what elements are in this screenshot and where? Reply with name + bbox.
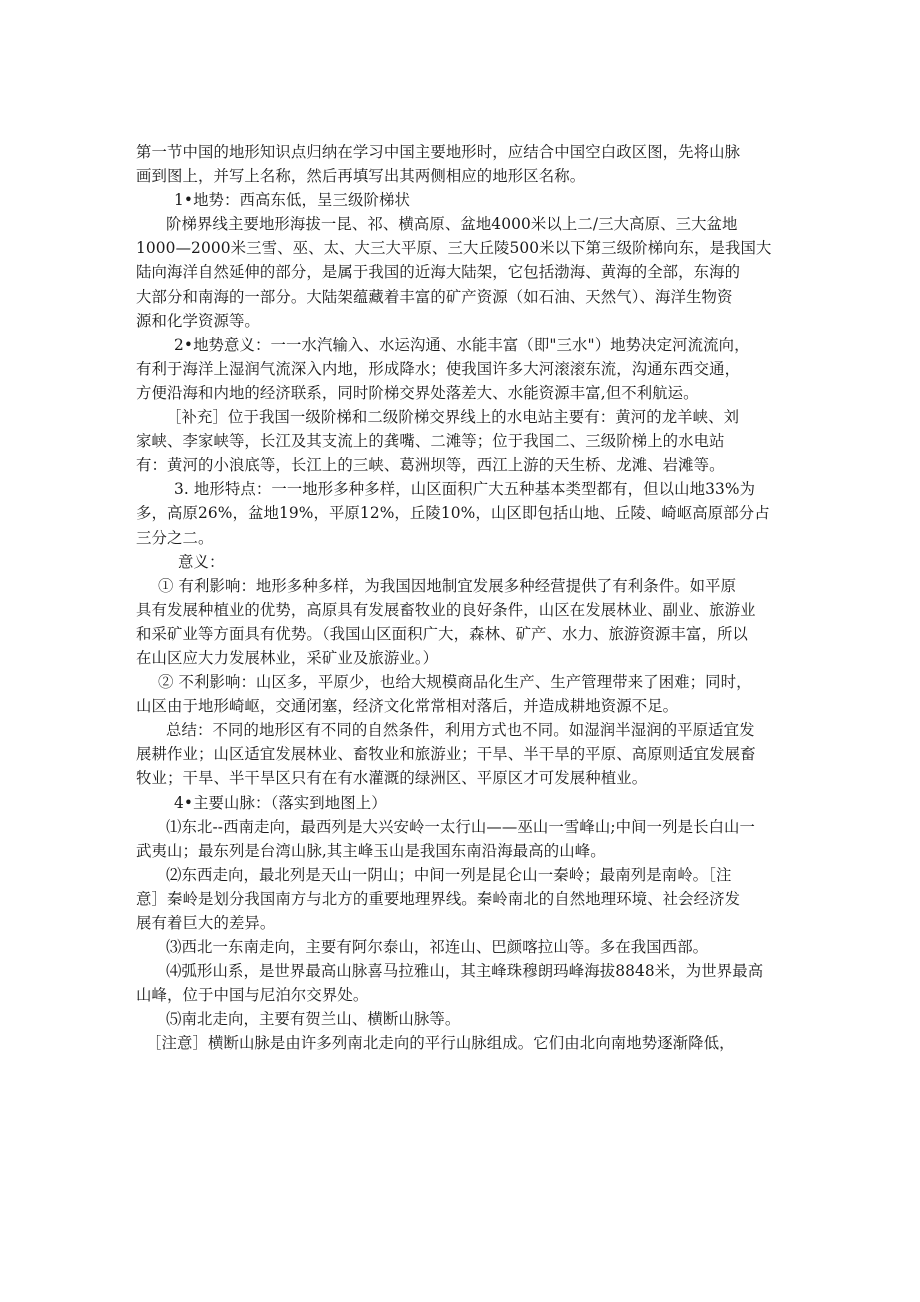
text-line: 家峡、李家峡等，长江及其支流上的龚嘴、二滩等；位于我国二、三级阶梯上的水电站	[136, 432, 725, 451]
text-line: 在山区应大力发展林业，采矿业及旅游业。）	[136, 648, 439, 667]
text-line: 源和化学资源等。	[136, 311, 260, 330]
text-line: ［补充］位于我国一级阶梯和二级阶梯交界线上的水电站主要有：黄河的龙羊峡、刘	[166, 408, 740, 427]
text-line: 阶梯界线主要地形海拔一昆、祁、横高原、盆地4000米以上二/三大高原、三大盆地	[166, 215, 738, 234]
text-line: 展有着巨大的差异。	[136, 914, 276, 932]
text-line: ⑷弧形山系，是世界最高山脉喜马拉雅山，其主峰珠穆朗玛峰海拔8848米，为世界最高	[166, 962, 764, 981]
text-line: 有：黄河的小浪底等，长江上的三峡、葛洲坝等，西江上游的天生桥、龙滩、岩滩等。	[136, 456, 725, 475]
text-line: 陆向海洋自然延伸的部分，是属于我国的近海大陆架，它包括渤海、黄海的全部，东海的	[136, 263, 741, 282]
text-line: 1000—2000米三雪、巫、太、大三大平原、三大丘陵500米以下第三级阶梯向东，是我国大	[136, 239, 772, 258]
text-line: 总结：不同的地形区有不同的自然条件，利用方式也不同。如湿润半湿润的平原适宜发	[166, 721, 755, 740]
text-line: 方便沿海和内地的经济联系，同时阶梯交界处落差大、水能资源丰富,但不利航运。	[136, 383, 699, 402]
text-line: 具有发展种植业的优势，高原具有发展畜牧业的良好条件，山区在发展林业、副业、旅游业	[136, 600, 756, 619]
text-line: 第一节中国的地形知识点归纳在学习中国主要地形时，应结合中国空白政区图，先将山脉	[136, 143, 741, 161]
document-page	[136, 140, 786, 1056]
text-line: 展耕作业；山区适宜发展林业、畜牧业和旅游业；干旱、半干旱的平原、高原则适宜发展畜	[136, 745, 756, 764]
text-line: 三分之二。	[136, 528, 214, 547]
text-line: ⑶西北一东南走向，主要有阿尔泰山，祁连山、巴颜喀拉山等。多在我国西部。	[166, 938, 709, 957]
text-line: 大部分和南海的一部分。大陆架蕴藏着丰富的矿产资源（如石油、天然气）、海洋生物资	[136, 287, 733, 306]
text-line: ② 不利影响：山区多，平原少，也给大规模商品化生产、生产管理带来了困难；同时，	[158, 673, 752, 692]
text-line: 4•主要山脉：（落实到地图上）	[174, 793, 387, 812]
text-line: 山区由于地形崎岖，交通闭塞，经济文化常常相对落后，并造成耕地资源不足。	[136, 697, 679, 716]
text-line: ① 有利影响：地形多种多样，为我国因地制宜发展多种经营提供了有利条件。如平原	[158, 576, 737, 595]
text-line: 意］秦岭是划分我国南方与北方的重要地理界线。秦岭南北的自然地理环境、社会经济发	[136, 889, 741, 908]
text-line: ⑸南北走向，主要有贺兰山、横断山脉等。	[166, 1010, 461, 1029]
text-line: 3. 地形特点：一一地形多种多样，山区面积广大五种基本类型都有，但以山地33%为	[174, 480, 756, 499]
text-line: 和采矿业等方面具有优势。（我国山区面积广大，森林、矿产、水力、旅游资源丰富，所以	[136, 624, 748, 643]
text-line: 1•地势：西高东低，呈三级阶梯状	[174, 191, 410, 210]
text-line: 牧业；干旱、半干旱区只有在有水灌溉的绿洲区、平原区才可发展种植业。	[136, 769, 648, 788]
text-line: ［注意］横断山脉是由许多列南北走向的平行山脉组成。它们由北向南地势逐渐降低，	[146, 1034, 735, 1053]
text-line: 山峰，位于中国与尼泊尔交界处。	[136, 986, 369, 1005]
text-line: 意义：	[178, 552, 225, 571]
text-line: 多，高原26%，盆地19%，平原12%，丘陵10%，山区即包括山地、丘陵、崎岖高原部分占	[136, 504, 770, 523]
text-line: ⑵东西走向，最北列是天山一阴山；中间一列是昆仑山一秦岭；最南列是南岭。［注	[166, 865, 732, 884]
text-line: 2•地势意义：一一水汽输入、水运沟通、水能丰富（即"三水"）地势决定河流流向，	[174, 335, 750, 354]
text-line: 画到图上，并写上名称，然后再填写出其两侧相应的地形区名称。	[136, 167, 586, 186]
text-line: 有利于海洋上湿润气流深入内地，形成降水；使我国许多大河滚滚东流，沟通东西交通，	[136, 359, 741, 378]
text-line: 武夷山；最东列是台湾山脉,其主峰玉山是我国东南沿海最高的山峰。	[136, 841, 606, 860]
text-line: ⑴东北--西南走向，最西列是大兴安岭一太行山——巫山一雪峰山;中间一列是长白山一	[166, 817, 756, 836]
